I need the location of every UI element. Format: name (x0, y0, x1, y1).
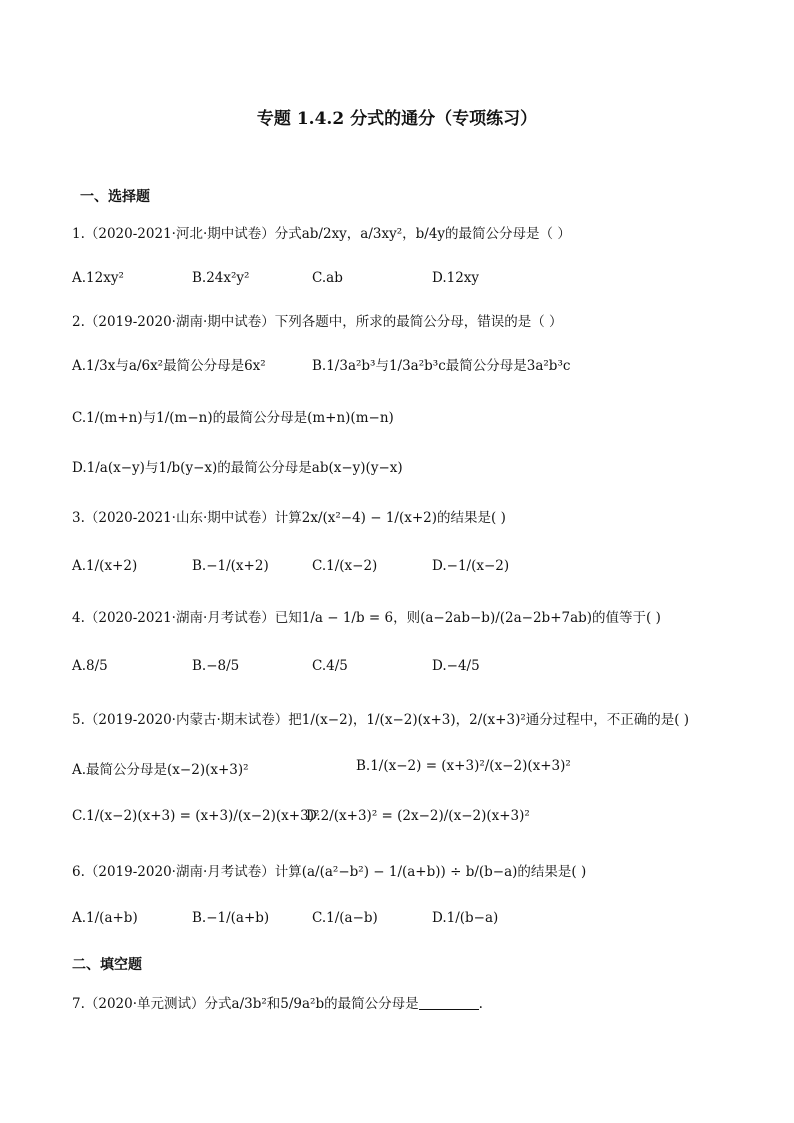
question-7-period: . (478, 996, 483, 1012)
q1-option-d: D.12xy (432, 270, 480, 286)
q4-option-c: C.4/5 (312, 658, 348, 674)
q4-option-b: B.−8/5 (192, 658, 240, 674)
q2-option-b: B.1/3a²b³与1/3a²b³c最简公分母是3a²b³c (312, 358, 571, 374)
section-heading-choice: 一、选择题 (80, 189, 150, 205)
q3-option-c: C.1/(x−2) (312, 558, 378, 574)
q4-option-a: A.8/5 (72, 658, 108, 674)
question-7-stem: 7.（2020·单元测试）分式a/3b²和5/9a²b的最简公分母是 (72, 996, 419, 1012)
q6-option-c: C.1/(a−b) (312, 910, 378, 926)
q5-option-b: B.1/(x−2) = (x+3)²/(x−2)(x+3)² (356, 758, 571, 774)
q5-option-d: D.2/(x+3)² = (2x−2)/(x−2)(x+3)² (306, 808, 530, 824)
q6-option-d: D.1/(b−a) (432, 910, 499, 926)
q4-option-d: D.−4/5 (432, 658, 480, 674)
question-3-stem: 3.（2020-2021·山东·期中试卷）计算2x/(x²−4) − 1/(x+2)的结果是( ) (72, 510, 506, 526)
q3-option-a: A.1/(x+2) (72, 558, 138, 574)
q2-option-c: C.1/(m+n)与1/(m−n)的最简公分母是(m+n)(m−n) (72, 410, 394, 426)
q3-option-d: D.−1/(x−2) (432, 558, 510, 574)
q1-option-a: A.12xy² (72, 270, 124, 286)
q6-option-b: B.−1/(a+b) (192, 910, 270, 926)
q5-option-a: A.最简公分母是(x−2)(x+3)² (72, 762, 249, 778)
q1-option-c: C.ab (312, 270, 343, 286)
q1-option-b: B.24x²y² (192, 270, 250, 286)
q5-option-c: C.1/(x−2)(x+3) = (x+3)/(x−2)(x+3)² (72, 808, 320, 824)
question-1-stem: 1.（2020-2021·河北·期中试卷）分式ab/2xy，a/3xy²，b/4y的最简公分母是（ ） (72, 226, 571, 242)
question-6-stem: 6.（2019-2020·湖南·月考试卷）计算(a/(a²−b²) − 1/(a+b)) ÷ b/(b−a)的结果是( ) (72, 864, 587, 880)
question-7 (72, 992, 483, 1012)
page-title: 专题 1.4.2 分式的通分（专项练习） (256, 109, 538, 129)
question-5-stem: 5.（2019-2020·内蒙古·期末试卷）把1/(x−2)，1/(x−2)(x+3)，2/(x+3)²通分过程中，不正确的是( ) (72, 712, 690, 728)
q6-option-a: A.1/(a+b) (72, 910, 138, 926)
section-heading-fill: 二、填空题 (72, 957, 142, 973)
answer-blank[interactable] (419, 997, 479, 1010)
q2-option-a: A.1/3x与a/6x²最简公分母是6x² (72, 358, 266, 374)
q2-option-d: D.1/a(x−y)与1/b(y−x)的最简公分母是ab(x−y)(y−x) (72, 460, 403, 476)
question-2-stem: 2.（2019-2020·湖南·期中试卷）下列各题中，所求的最简公分母，错误的是（ ） (72, 314, 563, 330)
question-4-stem: 4.（2020-2021·湖南·月考试卷）已知1/a − 1/b = 6，则(a−2ab−b)/(2a−2b+7ab)的值等于( ) (72, 610, 661, 626)
q3-option-b: B.−1/(x+2) (192, 558, 269, 574)
